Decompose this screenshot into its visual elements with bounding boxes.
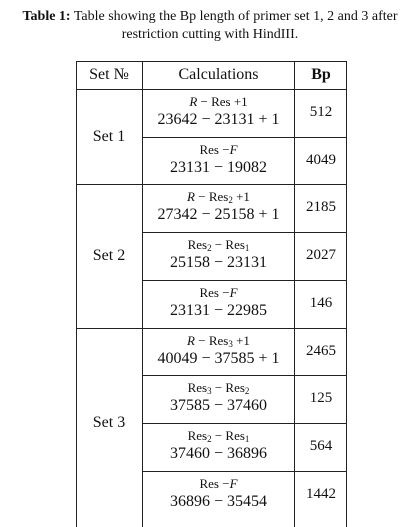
formula-part: − Res xyxy=(195,189,229,205)
header-set: Set № xyxy=(89,66,129,83)
set-label: Set 1 xyxy=(92,128,126,145)
table-caption xyxy=(14,8,406,44)
bp-value: 1442 xyxy=(306,485,336,502)
formula-part: − Res xyxy=(211,237,245,253)
set-label: Set 2 xyxy=(92,247,126,265)
calculation-cell xyxy=(143,285,294,328)
calculation-numbers: 37460 − 36896 xyxy=(169,444,268,462)
calculation-cell xyxy=(143,428,294,471)
formula-part: Res − xyxy=(199,475,230,491)
formula-part: Res xyxy=(187,380,208,396)
results-table xyxy=(76,61,347,527)
calculation-cell xyxy=(143,142,294,185)
calculation-formula xyxy=(143,189,294,205)
formula-part: − Res xyxy=(195,332,229,348)
calculation-formula xyxy=(143,237,294,253)
bp-value: 146 xyxy=(309,294,333,311)
formula-part: F xyxy=(229,284,238,300)
formula-part: − Res xyxy=(211,427,245,443)
formula-part: Res − xyxy=(199,141,230,157)
calculation-numbers: 23642 − 23131 + 1 xyxy=(157,111,280,128)
bp-value: 2027 xyxy=(306,247,336,264)
formula-part: 1 xyxy=(244,243,250,254)
formula-part: Res − xyxy=(199,284,230,300)
caption-text: Table showing the Bp length of primer set 1, 2 and 3 after restriction cutting with HindIII. xyxy=(73,9,398,42)
calculation-cell xyxy=(143,380,294,423)
calculation-cell xyxy=(143,237,294,280)
formula-part: R xyxy=(187,189,195,205)
formula-part: 1 xyxy=(244,433,250,444)
calculation-numbers: 23131 − 19082 xyxy=(169,158,268,176)
bp-value: 2465 xyxy=(306,342,336,359)
header-bp: Bp xyxy=(311,66,331,83)
calculation-formula xyxy=(143,142,294,158)
formula-part: − Res +1 xyxy=(197,94,248,109)
formula-part: Res xyxy=(187,427,208,443)
top-rule xyxy=(76,61,347,62)
formula-part: 2 xyxy=(207,243,212,254)
calculation-numbers: 40049 − 37585 + 1 xyxy=(157,349,280,367)
bp-value: 2185 xyxy=(306,199,336,216)
formula-part: 2 xyxy=(244,386,250,397)
formula-part: 3 xyxy=(207,386,212,397)
bp-value: 512 xyxy=(309,104,333,120)
set-label: Set 3 xyxy=(92,413,126,431)
calculation-cell xyxy=(143,189,294,232)
header-calculations: Calculations xyxy=(178,66,259,83)
formula-part: R xyxy=(189,94,198,109)
formula-part: +1 xyxy=(232,332,250,348)
calculation-numbers: 25158 − 23131 xyxy=(169,254,268,272)
formula-part: 2 xyxy=(207,433,212,444)
formula-part: − Res xyxy=(211,380,245,396)
calculation-formula xyxy=(143,285,294,301)
calculation-formula xyxy=(143,333,294,349)
bp-value: 4049 xyxy=(306,151,336,168)
calculation-numbers: 23131 − 22985 xyxy=(169,301,268,319)
formula-part: Res xyxy=(187,237,208,253)
calculation-cell xyxy=(143,476,294,519)
calculation-formula xyxy=(143,476,294,492)
calculation-cell xyxy=(143,94,294,137)
formula-part: F xyxy=(229,141,238,157)
calculation-formula xyxy=(143,380,294,396)
formula-part: F xyxy=(229,475,238,491)
calculation-numbers: 37585 − 37460 xyxy=(169,397,268,415)
formula-part: 3 xyxy=(228,338,233,349)
formula-part: R xyxy=(187,332,195,348)
formula-part: 2 xyxy=(228,195,233,206)
calculation-numbers: 36896 − 35454 xyxy=(169,492,268,510)
calculation-formula xyxy=(143,428,294,444)
calculation-cell xyxy=(143,333,294,376)
formula-part: +1 xyxy=(232,189,250,205)
bp-value: 564 xyxy=(309,437,333,454)
bp-value: 125 xyxy=(309,390,333,407)
calculation-formula xyxy=(143,94,294,110)
calculation-numbers: 27342 − 25158 + 1 xyxy=(157,206,280,224)
caption-label: Table 1: xyxy=(22,9,71,24)
